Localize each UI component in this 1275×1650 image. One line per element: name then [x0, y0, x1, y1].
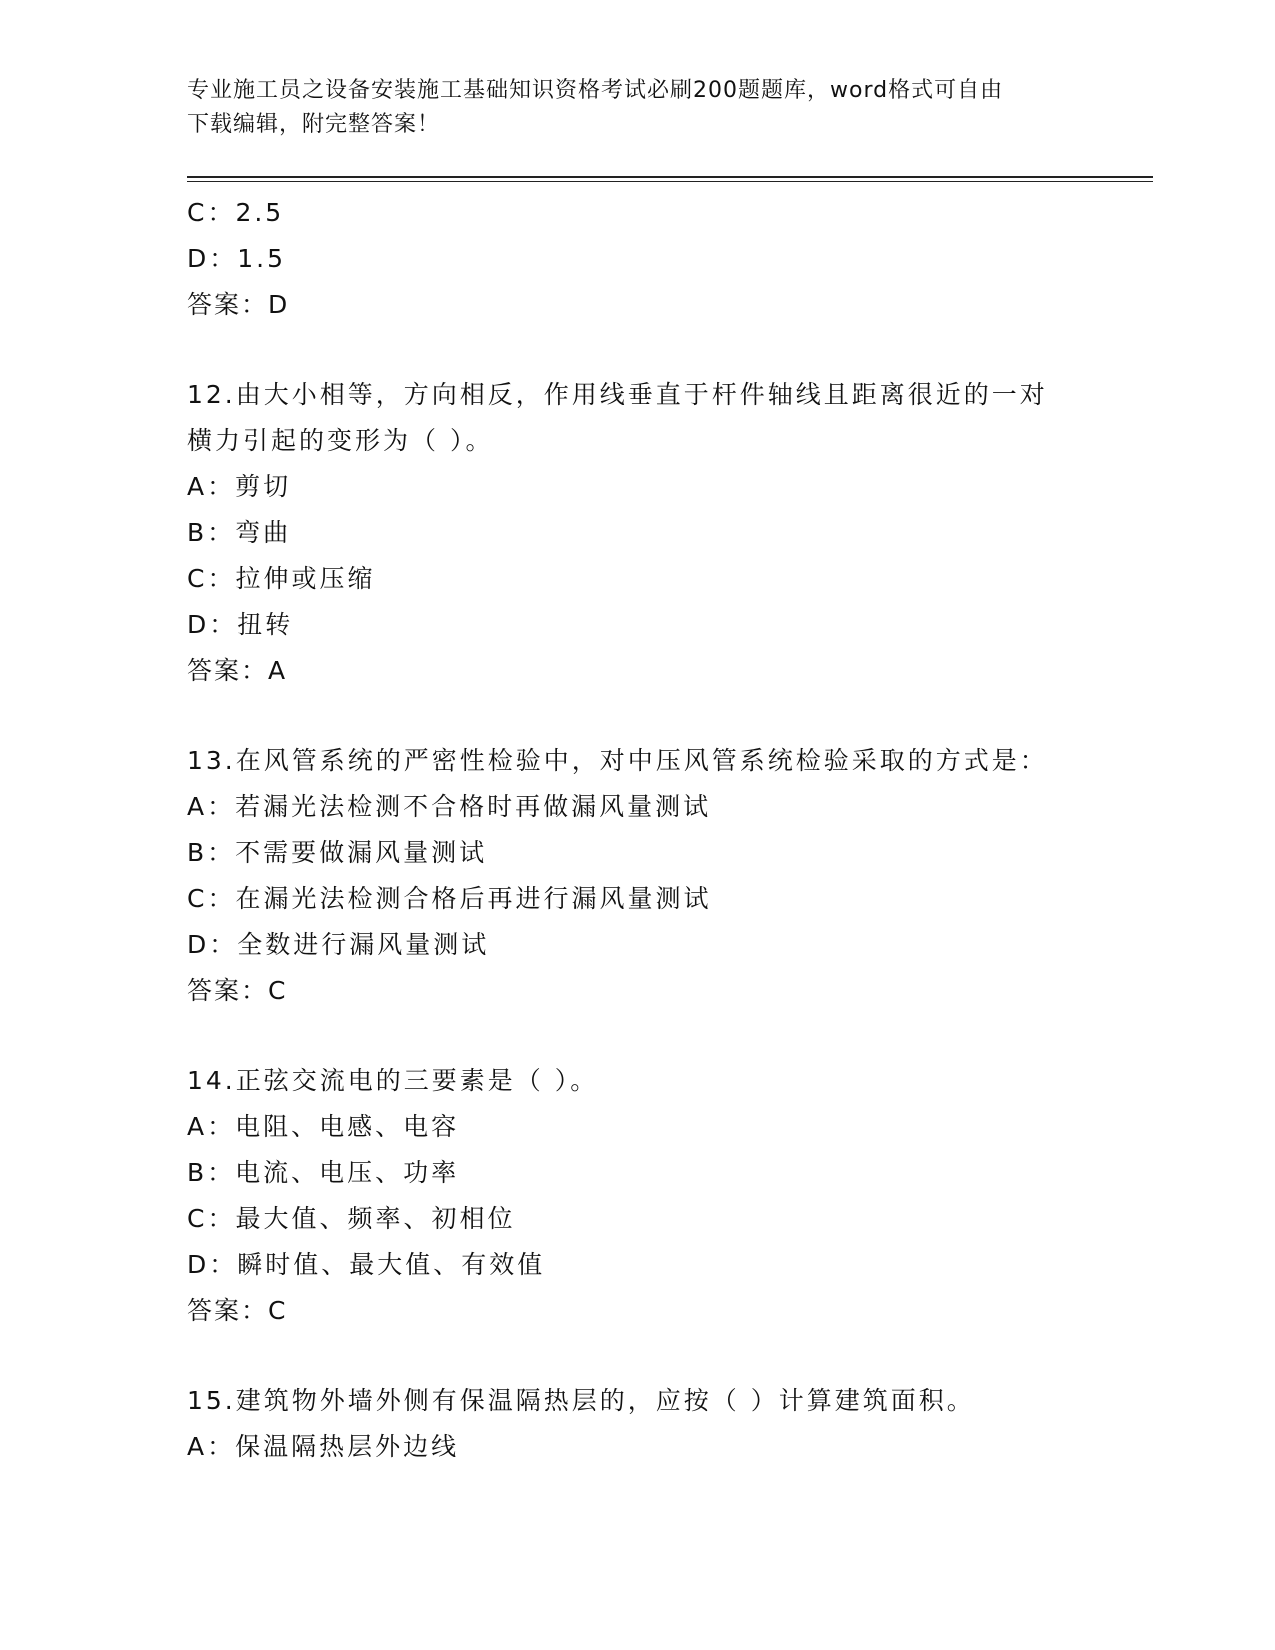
option-d: D：扭转 — [187, 610, 294, 639]
question-text: 12.由大小相等，方向相反，作用线垂直于杆件轴线且距离很近的一对 — [187, 380, 1048, 409]
header-line-2: 下载编辑，附完整答案！ — [187, 112, 441, 137]
option-a: A：电阻、电感、电容 — [187, 1112, 460, 1141]
header-divider-thick — [187, 176, 1153, 178]
option-b: B：弯曲 — [187, 518, 292, 547]
question-text: 13.在风管系统的严密性检验中，对中压风管系统检验采取的方式是： — [187, 746, 1048, 775]
question-text: 横力引起的变形为（ ）。 — [187, 426, 494, 455]
question-14 — [187, 1058, 1087, 1334]
option-b: B：电流、电压、功率 — [187, 1158, 460, 1187]
answer-line: 答案：A — [187, 656, 288, 685]
option-c: C：最大值、频率、初相位 — [187, 1204, 516, 1233]
question-12 — [187, 372, 1087, 694]
question-text: 15.建筑物外墙外侧有保温隔热层的，应按（ ）计算建筑面积。 — [187, 1386, 975, 1415]
answer-line: 答案：D — [187, 290, 290, 319]
option-d: D：全数进行漏风量测试 — [187, 930, 490, 959]
option-a: A：若漏光法检测不合格时再做漏风量测试 — [187, 792, 712, 821]
question-11-tail — [187, 190, 1087, 328]
answer-line: 答案：C — [187, 1296, 288, 1325]
option-c: C：拉伸或压缩 — [187, 564, 376, 593]
option-d: D：1.5 — [187, 244, 287, 273]
option-a: A：保温隔热层外边线 — [187, 1432, 460, 1461]
question-13 — [187, 738, 1087, 1014]
question-15 — [187, 1378, 1087, 1470]
answer-line: 答案：C — [187, 976, 288, 1005]
option-a: A：剪切 — [187, 472, 292, 501]
header-line-1: 专业施工员之设备安装施工基础知识资格考试必刷200题题库，word格式可自由 — [187, 78, 1004, 103]
document-header — [187, 74, 1087, 142]
option-c: C：2.5 — [187, 198, 285, 227]
question-list — [187, 190, 1087, 1470]
question-text: 14.正弦交流电的三要素是（ ）。 — [187, 1066, 599, 1095]
header-divider-thin — [187, 181, 1153, 182]
option-d: D：瞬时值、最大值、有效值 — [187, 1250, 546, 1279]
option-c: C：在漏光法检测合格后再进行漏风量测试 — [187, 884, 712, 913]
option-b: B：不需要做漏风量测试 — [187, 838, 488, 867]
